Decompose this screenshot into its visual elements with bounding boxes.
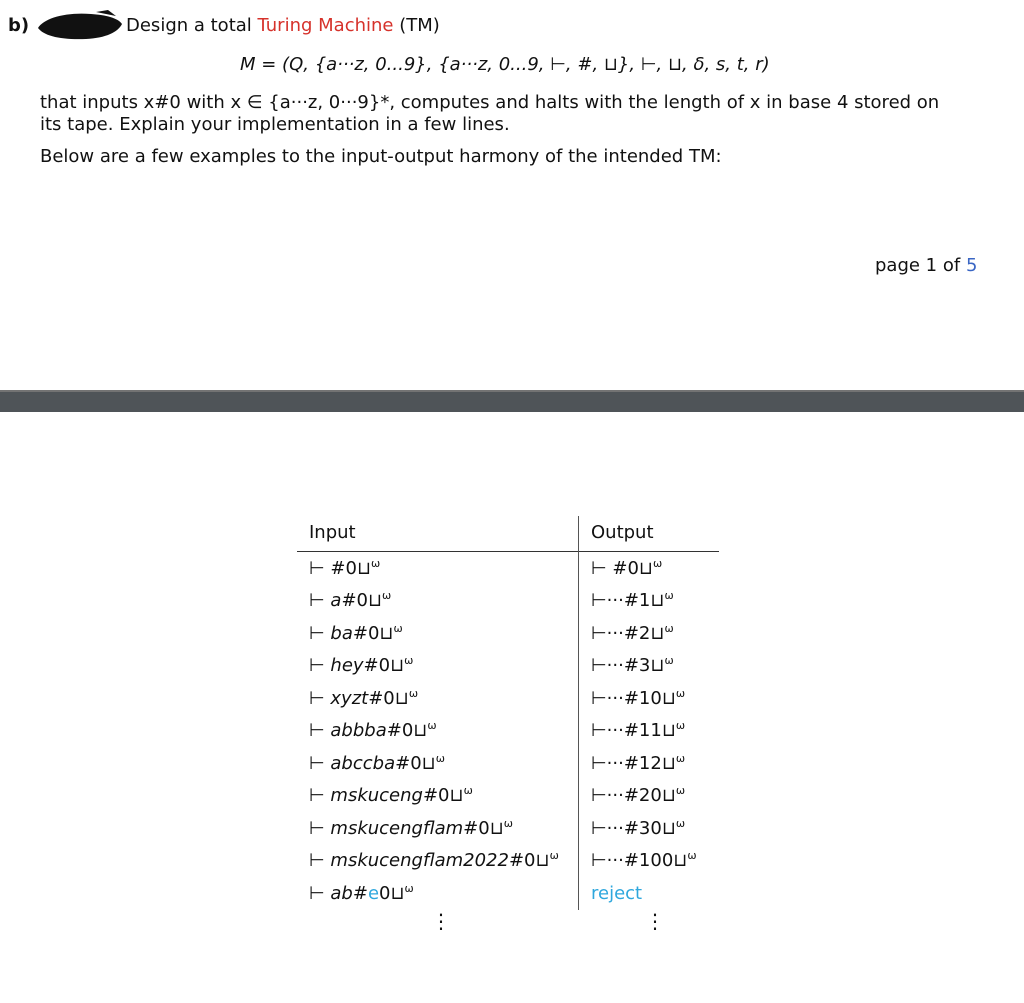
input-tail: #0⊔ [368,687,409,709]
input-cell [297,747,579,780]
omega-superscript: ω [408,686,419,700]
input-cell [297,650,579,683]
input-word: xyzt [330,687,369,709]
table-row [297,715,719,748]
turnstile: ⊢ [309,655,331,677]
input-word: a [330,590,342,612]
machine-formula: M = (Q, {a···z, 0...9}, {a···z, 0...9, ⊢, #, ⊔}, ⊢, ⊔, δ, s, t, r) [240,54,770,75]
input-tail: #0⊔ [386,720,428,742]
output-value: ⊢···#3⊔ [591,655,665,677]
input-cell [297,585,579,618]
table-header-row [297,516,719,552]
turnstile: ⊢ [309,720,331,742]
output-cell [579,747,720,780]
column-header-output: Output [591,522,654,543]
omega-superscript: ω [675,719,686,733]
omega-superscript: ω [675,686,686,700]
turnstile: ⊢ [309,850,331,872]
output-continuation: ⋮ [645,909,665,933]
input-cell [297,682,579,715]
output-cell [579,682,720,715]
turnstile: ⊢ [309,590,331,612]
table-row [297,650,719,683]
output-value: reject [591,882,643,904]
table-row [297,682,719,715]
output-value: ⊢···#1⊔ [591,590,665,612]
table-row [297,617,719,650]
table-row [297,845,719,878]
input-cell [297,715,579,748]
redaction-scribble [36,8,124,42]
column-header-input: Input [297,516,579,552]
omega-superscript: ω [393,621,403,635]
turnstile: ⊢ [309,622,331,644]
input-cell [297,812,579,845]
output-cell [579,617,720,650]
input-tail: #0⊔ [352,622,394,644]
omega-superscript: ω [371,556,381,570]
output-cell [579,845,720,878]
output-cell [579,877,720,910]
omega-superscript: ω [675,784,686,798]
input-cell [297,845,579,878]
omega-superscript: ω [435,751,445,765]
omega-superscript: ω [463,784,473,798]
input-tail: #0⊔ [508,850,550,872]
input-tail: #0⊔ [422,785,464,807]
turnstile: ⊢ [309,817,331,839]
omega-superscript: ω [687,849,697,863]
omega-superscript: ω [675,751,686,765]
invalid-symbol: e [367,882,380,904]
output-cell [579,552,720,585]
page-top [0,0,1024,390]
page-bottom [0,412,1024,1003]
input-word: abccba [330,752,396,774]
table-row [297,780,719,813]
page-indicator-label: page 1 of [875,255,961,276]
table-row [297,552,719,585]
input-cell [297,552,579,585]
output-cell [579,812,720,845]
table-row [297,812,719,845]
description-line-1: that inputs x#0 with x ∈ {a···z, 0···9}*, computes and halts with the length of x in base 4 stored on [40,92,940,113]
input-word: hey [330,655,364,677]
input-word: mskuceng [330,785,423,807]
table-row [297,877,719,910]
output-value: ⊢···#2⊔ [591,622,665,644]
problem-description [40,92,939,136]
output-cell [579,585,720,618]
input-continuation: ⋮ [431,909,451,933]
output-value: ⊢···#10⊔ [591,687,676,709]
omega-superscript: ω [549,849,559,863]
input-cell [297,780,579,813]
omega-superscript: ω [664,654,674,668]
input-cell [297,617,579,650]
input-word: mskucengflam [330,817,464,839]
part-label: b) [8,15,30,36]
io-examples-table [297,516,719,910]
input-tail: #0⊔ [395,752,436,774]
table-row [297,585,719,618]
omega-superscript: ω [664,589,674,603]
omega-superscript: ω [404,654,414,668]
input-tail: #0⊔ [363,655,405,677]
output-cell [579,780,720,813]
omega-superscript: ω [664,621,674,635]
input-tail: #0⊔ [341,590,383,612]
examples-intro: Below are a few examples to the input-output harmony of the intended TM: [40,146,722,167]
input-word: mskucengflam2022 [330,850,509,872]
input-word: ab [330,882,353,904]
omega-superscript: ω [427,719,437,733]
turnstile: ⊢ [309,785,331,807]
omega-superscript: ω [382,589,392,603]
page-separator [0,390,1024,412]
turnstile: ⊢ [309,687,331,709]
output-value: ⊢···#100⊔ [591,850,688,872]
output-value: ⊢···#11⊔ [591,720,676,742]
output-value: ⊢···#30⊔ [591,817,676,839]
task-suffix: (TM) [399,15,440,36]
input-tail: #0⊔ [330,557,371,579]
output-value: ⊢···#12⊔ [591,752,676,774]
output-cell [579,650,720,683]
omega-superscript: ω [503,816,513,830]
turing-machine-highlight: Turing Machine [257,15,394,36]
turnstile: ⊢ [309,752,331,774]
input-word: ba [330,622,353,644]
page-total-link[interactable]: 5 [965,255,978,276]
input-tail: # [352,882,368,904]
omega-superscript: ω [652,556,663,570]
table-row [297,747,719,780]
omega-superscript: ω [404,881,414,895]
output-value: ⊢···#20⊔ [591,785,676,807]
turnstile: ⊢ [309,882,331,904]
task-statement [126,15,440,36]
omega-superscript: ω [675,816,686,830]
page-indicator [875,255,977,276]
output-cell [579,715,720,748]
turnstile: ⊢ [309,557,331,579]
input-tail: #0⊔ [463,817,504,839]
input-word: abbba [330,720,387,742]
input-tail-rest: 0⊔ [379,882,405,904]
task-prefix: Design a total [126,15,252,36]
description-line-2: its tape. Explain your implementation in a few lines. [40,114,510,135]
output-value: ⊢ #0⊔ [591,557,653,579]
input-cell [297,877,579,910]
